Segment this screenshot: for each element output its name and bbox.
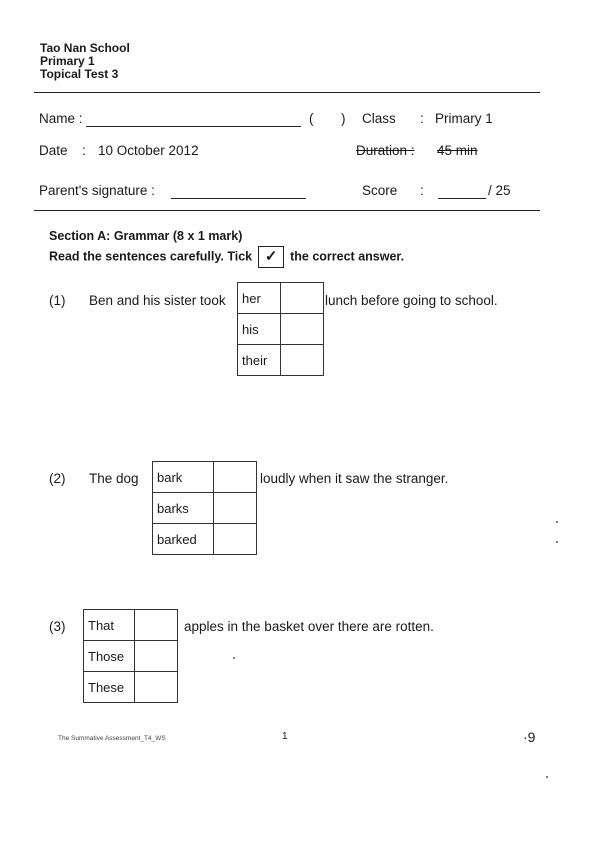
option-word: her xyxy=(238,283,281,314)
test-title: Topical Test 3 xyxy=(40,67,119,81)
date-colon: : xyxy=(82,143,86,158)
option-word: his xyxy=(238,314,281,345)
level: Primary 1 xyxy=(40,54,95,68)
register-paren-open: ( xyxy=(309,111,314,126)
option-word: These xyxy=(84,672,135,703)
header-divider xyxy=(34,92,540,93)
question-text-before: Ben and his sister took xyxy=(89,293,226,308)
option-row xyxy=(153,493,257,524)
option-word: barks xyxy=(153,493,214,524)
tick-icon: ✓ xyxy=(264,248,278,265)
scan-speck xyxy=(233,657,235,659)
tick-box[interactable] xyxy=(281,345,324,376)
tick-box[interactable] xyxy=(214,462,257,493)
tick-box[interactable] xyxy=(135,641,178,672)
question-text-after: apples in the basket over there are rotten. xyxy=(184,619,434,634)
tick-box[interactable] xyxy=(214,493,257,524)
option-word: barked xyxy=(153,524,214,555)
option-row xyxy=(84,641,178,672)
option-row xyxy=(238,283,324,314)
question-number: (2) xyxy=(49,471,66,486)
question-number: (1) xyxy=(49,293,66,308)
section-title: Section A: Grammar (8 x 1 mark) xyxy=(49,229,243,243)
tick-box[interactable] xyxy=(281,314,324,345)
tick-box[interactable] xyxy=(135,672,178,703)
scan-speck xyxy=(556,521,558,523)
page-number: 1 xyxy=(282,731,288,742)
instruction-before: Read the sentences carefully. Tick xyxy=(49,249,253,264)
school-name: Tao Nan School xyxy=(40,41,130,55)
option-row xyxy=(153,462,257,493)
answer-options-table xyxy=(152,461,257,555)
tick-box[interactable] xyxy=(135,610,178,641)
school-header xyxy=(40,42,130,81)
question-text-before: The dog xyxy=(89,471,139,486)
score-label: Score xyxy=(362,183,398,198)
page-mark: ·9 xyxy=(523,729,536,745)
question-number: (3) xyxy=(49,619,66,634)
class-label: Class xyxy=(362,111,396,126)
option-row xyxy=(84,610,178,641)
option-word: That xyxy=(84,610,135,641)
option-word: their xyxy=(238,345,281,376)
info-divider xyxy=(34,210,540,211)
name-field[interactable] xyxy=(86,126,301,127)
tick-box[interactable] xyxy=(281,283,324,314)
tick-box[interactable] xyxy=(214,524,257,555)
option-word: bark xyxy=(153,462,214,493)
answer-options-table xyxy=(237,282,324,376)
register-paren-close: ) xyxy=(341,111,346,126)
score-colon: : xyxy=(420,183,424,198)
option-word: Those xyxy=(84,641,135,672)
section-instruction xyxy=(49,246,404,268)
name-label: Name : xyxy=(39,111,83,126)
scan-speck xyxy=(556,541,558,543)
score-field[interactable] xyxy=(438,198,486,199)
class-value: Primary 1 xyxy=(435,111,493,126)
parent-signature-label: Parent's signature : xyxy=(39,183,155,198)
option-row xyxy=(84,672,178,703)
date-value: 10 October 2012 xyxy=(98,143,199,158)
duration-value: 45 min xyxy=(437,143,478,158)
instruction-after: the correct answer. xyxy=(290,249,405,264)
score-total: / 25 xyxy=(488,183,511,198)
option-row xyxy=(238,314,324,345)
scan-speck xyxy=(546,776,548,778)
class-colon: : xyxy=(420,111,424,126)
duration-label: Duration : xyxy=(356,143,415,158)
footer-source: The Summative Assessment_T4_WS xyxy=(58,735,166,742)
option-row xyxy=(153,524,257,555)
option-row xyxy=(238,345,324,376)
parent-signature-field[interactable] xyxy=(171,198,306,199)
question-text-after: loudly when it saw the stranger. xyxy=(260,471,449,486)
date-label: Date xyxy=(39,143,68,158)
answer-options-table xyxy=(83,609,178,703)
tick-example-box xyxy=(258,246,284,268)
question-text-after: lunch before going to school. xyxy=(325,293,498,308)
